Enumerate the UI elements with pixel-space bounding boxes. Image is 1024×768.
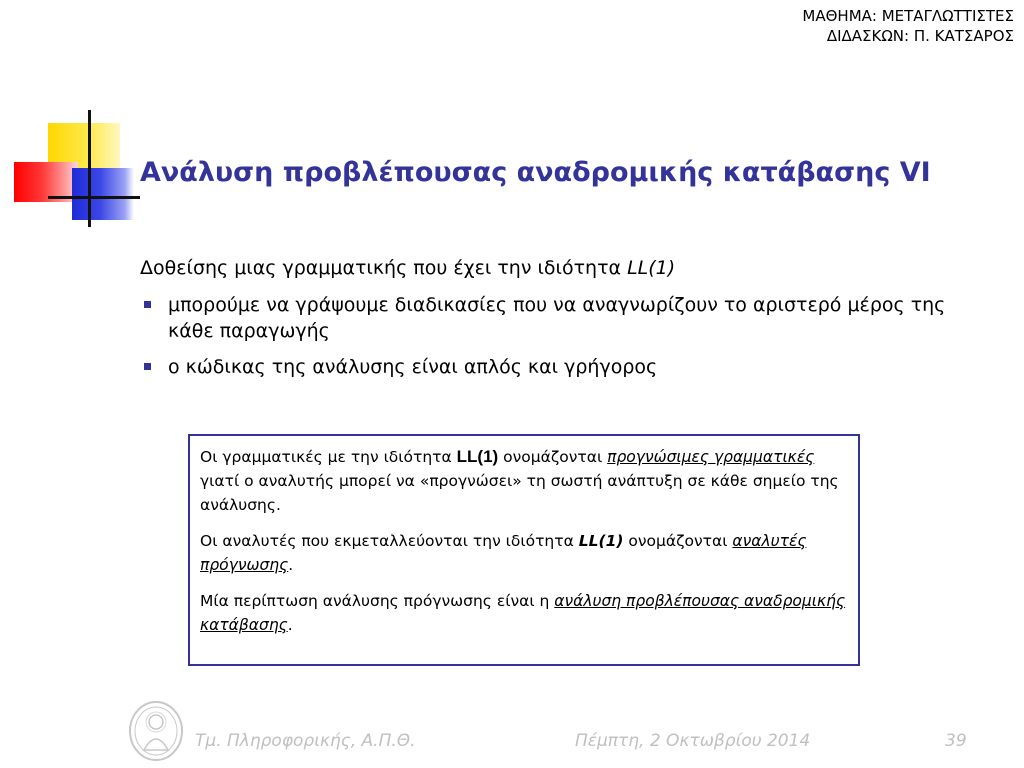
vertical-line [88, 110, 91, 227]
course-name: ΜΑΘΗΜΑ: ΜΕΤΑΓΛΩΤΤΙΣΤΕΣ [802, 7, 1014, 25]
square-bullet-icon [144, 363, 151, 370]
bullet-item [140, 354, 990, 380]
intro-term: LL(1) [627, 257, 676, 279]
bullet-item [140, 292, 990, 344]
page-number: 39 [945, 731, 967, 751]
box-text: Οι γραμματικές με την ιδιότητα [200, 448, 457, 466]
underlined-term: αναλυτές πρόγνωσης [200, 532, 807, 574]
box-text: Μία περίπτωση ανάλυσης πρόγνωσης είναι η [200, 592, 555, 610]
course-header [802, 6, 1014, 46]
box-paragraph-3 [200, 589, 848, 637]
ll1-term: LL(1) [578, 532, 624, 550]
box-text: . [288, 556, 294, 574]
box-text: γιατί ο αναλυτής μπορεί να «προγνώσει» τη σωστή ανάπτυξη σε κάθε σημείο της ανάλυσης. [200, 472, 839, 514]
ll1-term: LL(1) [456, 447, 499, 466]
blue-square [72, 168, 134, 220]
square-bullet-icon [144, 301, 151, 308]
intro-line [140, 255, 675, 281]
box-text: Οι αναλυτές που εκμεταλλεύονται την ιδιότητα [200, 532, 579, 550]
horizontal-line [48, 196, 140, 199]
university-seal-icon [128, 700, 184, 762]
footer-date: Πέμπτη, 2 Οκτωβρίου 2014 [575, 731, 811, 751]
bullet-text: μπορούμε να γράψουμε διαδικασίες που να αναγνωρίζουν το αριστερό μέρος της κάθε παραγωγής [168, 294, 946, 342]
slide-title: Ανάλυση προβλέπουσας αναδρομικής κατάβασης VI [140, 157, 931, 188]
instructor-name: ΔΙΔΑΣΚΩΝ: Π. ΚΑΤΣΑΡΟΣ [826, 27, 1014, 45]
box-text: ονομάζονται [498, 448, 608, 466]
definition-box [188, 434, 860, 666]
box-paragraph-2 [200, 529, 848, 577]
footer-department: Τμ. Πληροφορικής, Α.Π.Θ. [195, 731, 416, 751]
box-text: ονομάζονται [623, 532, 733, 550]
underlined-term: προγνώσιμες γραμματικές [607, 448, 815, 466]
box-paragraph-1 [200, 445, 848, 517]
underlined-term: ανάλυση προβλέπουσας αναδρομικής κατάβασης [200, 592, 846, 634]
bullet-text: ο κώδικας της ανάλυσης είναι απλός και γρήγορος [168, 356, 658, 378]
bullet-list [140, 292, 990, 390]
box-text: . [287, 616, 293, 634]
intro-text: Δοθείσης μιας γραμματικής που έχει την ιδιότητα [140, 257, 628, 279]
